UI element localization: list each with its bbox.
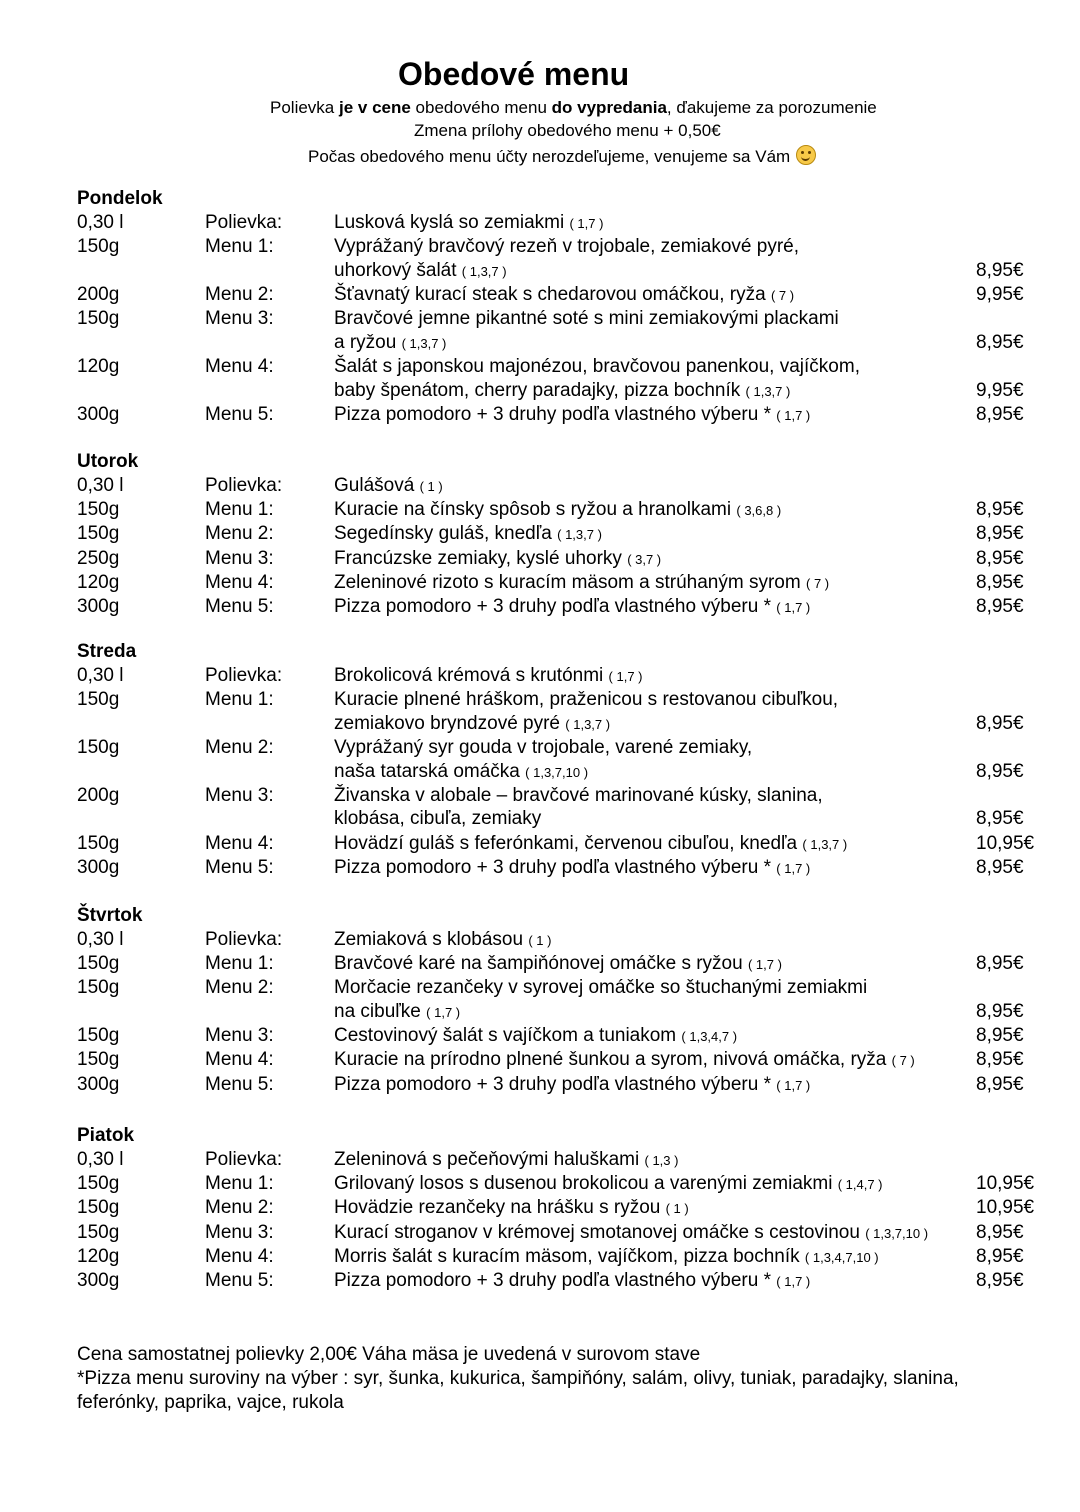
day-heading: Pondelok bbox=[77, 188, 163, 209]
dish-line bbox=[334, 307, 839, 331]
menu-row bbox=[77, 1148, 1037, 1172]
dish-text: Pizza pomodoro + 3 druhy podľa vlastného výberu * bbox=[334, 1269, 771, 1291]
dish-line bbox=[334, 928, 551, 953]
menu-label: Menu 3: bbox=[205, 1025, 274, 1047]
dish-line bbox=[334, 1196, 689, 1221]
price: 8,95€ bbox=[976, 571, 1024, 593]
dish-line bbox=[334, 259, 507, 284]
dish-text: Morris šalát s kuracím mäsom, vajíčkom, pizza bochník bbox=[334, 1245, 800, 1267]
dish-text: klobása, cibuľa, zemiaky bbox=[334, 808, 542, 830]
price: 8,95€ bbox=[976, 1000, 1024, 1022]
price: 8,95€ bbox=[976, 1269, 1024, 1291]
dish-line bbox=[334, 331, 446, 356]
menu-row bbox=[77, 856, 1037, 880]
allergens: ( 7 ) bbox=[806, 575, 830, 591]
dish-text: baby špenátom, cherry paradajky, pizza bochník bbox=[334, 379, 741, 401]
dish-line bbox=[334, 1245, 879, 1270]
portion-size: 150g bbox=[77, 977, 120, 999]
day-section-utorok bbox=[77, 450, 1037, 619]
allergens: ( 1,7 ) bbox=[776, 407, 811, 423]
soup-notice-part: , ďakujeme za porozumenie bbox=[666, 98, 877, 117]
dish-line bbox=[334, 211, 603, 236]
portion-size: 150g bbox=[77, 832, 120, 854]
menu-row bbox=[77, 928, 1037, 952]
portion-size: 150g bbox=[77, 736, 120, 758]
dish-text: na cibuľke bbox=[334, 1000, 421, 1022]
dish-line bbox=[334, 832, 847, 857]
dish-line bbox=[334, 1073, 810, 1098]
menu-row bbox=[77, 1073, 1037, 1097]
portion-size: 300g bbox=[77, 595, 120, 617]
dish-line bbox=[334, 760, 588, 785]
price: 8,95€ bbox=[976, 1073, 1024, 1095]
portion-size: 200g bbox=[77, 283, 120, 305]
price: 8,95€ bbox=[976, 403, 1024, 425]
menu-label: Menu 5: bbox=[205, 1269, 274, 1291]
dish-line bbox=[334, 235, 799, 259]
menu-row bbox=[77, 688, 1037, 736]
dish-line bbox=[334, 1024, 737, 1049]
portion-size: 300g bbox=[77, 856, 120, 878]
dish-line bbox=[334, 403, 810, 428]
dish-text: uhorkový šalát bbox=[334, 259, 457, 281]
portion-size: 300g bbox=[77, 403, 120, 425]
page-title: Obedové menu bbox=[398, 56, 630, 92]
menu-label: Menu 3: bbox=[205, 1221, 274, 1243]
dish-line bbox=[334, 784, 823, 808]
footer-pizza-ingredients-cont: feferónky, paprika, vajce, rukola bbox=[77, 1392, 344, 1413]
bill-notice bbox=[308, 145, 816, 167]
menu-row bbox=[77, 784, 1037, 832]
menu-label: Polievka: bbox=[205, 665, 283, 686]
dish-text: Šalát s japonskou majonézou, bravčovou panenkou, vajíčkom, bbox=[334, 355, 860, 377]
menu-row bbox=[77, 736, 1037, 784]
soup-notice-part: do vypredania bbox=[551, 98, 667, 117]
dish-text: Grilovaný losos s dusenou brokolicou a varenými zemiakmi bbox=[334, 1173, 833, 1195]
dish-line bbox=[334, 664, 643, 689]
day-heading: Utorok bbox=[77, 451, 139, 472]
menu-row bbox=[77, 595, 1037, 619]
dish-line bbox=[334, 807, 541, 831]
day-heading: Štvrtok bbox=[77, 905, 143, 926]
portion-size: 0,30 l bbox=[77, 929, 124, 950]
dish-text: Cestovinový šalát s vajíčkom a tuniakom bbox=[334, 1025, 677, 1047]
menu-row bbox=[77, 522, 1037, 546]
dish-line bbox=[334, 474, 443, 499]
dish-text: Kurací stroganov v krémovej smotanovej omáčke s cestovinou bbox=[334, 1221, 860, 1243]
menu-label: Menu 5: bbox=[205, 595, 274, 617]
dish-line bbox=[334, 522, 602, 547]
portion-size: 120g bbox=[77, 571, 120, 593]
price: 8,95€ bbox=[976, 1245, 1024, 1267]
dish-line bbox=[334, 1048, 915, 1073]
allergens: ( 1,7 ) bbox=[776, 1077, 811, 1093]
soup-notice bbox=[270, 98, 877, 118]
menu-row bbox=[77, 474, 1037, 498]
dish-line bbox=[334, 688, 838, 712]
dish-line bbox=[334, 498, 781, 523]
menu-label: Menu 1: bbox=[205, 953, 274, 975]
allergens: ( 1,7 ) bbox=[569, 216, 604, 231]
menu-label: Polievka: bbox=[205, 475, 283, 496]
menu-label: Polievka: bbox=[205, 929, 283, 950]
smiley-icon bbox=[796, 145, 816, 165]
price: 8,95€ bbox=[976, 1025, 1024, 1047]
portion-size: 0,30 l bbox=[77, 1149, 124, 1170]
allergens: ( 1,3 ) bbox=[644, 1153, 679, 1168]
allergens: ( 1 ) bbox=[665, 1201, 689, 1217]
menu-label: Menu 1: bbox=[205, 1173, 274, 1195]
menu-label: Menu 4: bbox=[205, 571, 274, 593]
allergens: ( 1,3,7 ) bbox=[461, 263, 507, 279]
price: 8,95€ bbox=[976, 499, 1024, 521]
portion-size: 120g bbox=[77, 1245, 120, 1267]
dish-line bbox=[334, 283, 794, 308]
allergens: ( 1,3,7 ) bbox=[401, 335, 447, 351]
day-section-piatok bbox=[77, 1124, 1037, 1293]
allergens: ( 1,3,7 ) bbox=[565, 716, 611, 732]
dish-text: Lusková kyslá so zemiakmi bbox=[334, 212, 565, 233]
portion-size: 300g bbox=[77, 1269, 120, 1291]
allergens: ( 1,7 ) bbox=[776, 599, 811, 615]
menu-label: Polievka: bbox=[205, 1149, 283, 1170]
dish-text: Gulášová bbox=[334, 475, 415, 496]
soup-notice-part: Polievka bbox=[270, 98, 339, 117]
dish-text: Kuracie na čínsky spôsob s ryžou a hranolkami bbox=[334, 499, 732, 521]
dish-line bbox=[334, 1172, 883, 1197]
portion-size: 150g bbox=[77, 1025, 120, 1047]
allergens: ( 1,7 ) bbox=[608, 669, 643, 684]
price: 8,95€ bbox=[976, 331, 1024, 353]
footer-soup-price: Cena samostatnej polievky 2,00€ Váha mäsa je uvedená v surovom stave bbox=[77, 1344, 701, 1365]
dish-text: Vyprážaný bravčový rezeň v trojobale, zemiakové pyré, bbox=[334, 236, 800, 258]
dish-text: Bravčové karé na šampiňónovej omáčke s ryžou bbox=[334, 953, 743, 975]
allergens: ( 3,6,8 ) bbox=[736, 503, 782, 519]
dish-line bbox=[334, 976, 867, 1000]
dish-text: Bravčové jemne pikantné soté s mini zemiakovými plackami bbox=[334, 308, 839, 330]
menu-label: Menu 2: bbox=[205, 1197, 274, 1219]
allergens: ( 1,7 ) bbox=[747, 957, 782, 973]
menu-row bbox=[77, 547, 1037, 571]
allergens: ( 1,7 ) bbox=[776, 860, 811, 876]
dish-text: naša tatarská omáčka bbox=[334, 760, 520, 782]
dish-text: Kuracie na prírodno plnené šunkou a syrom, nivová omáčka, ryža bbox=[334, 1049, 887, 1071]
menu-row bbox=[77, 976, 1037, 1024]
dish-line bbox=[334, 595, 810, 620]
allergens: ( 1,3,7,10 ) bbox=[865, 1225, 929, 1241]
price: 8,95€ bbox=[976, 1221, 1024, 1243]
menu-label: Menu 3: bbox=[205, 547, 274, 569]
portion-size: 150g bbox=[77, 1221, 120, 1243]
dish-text: Pizza pomodoro + 3 druhy podľa vlastného výberu * bbox=[334, 403, 771, 425]
allergens: ( 1,3,7 ) bbox=[802, 836, 848, 852]
dish-text: Segedínsky guláš, knedľa bbox=[334, 523, 552, 545]
price: 8,95€ bbox=[976, 760, 1024, 782]
price: 10,95€ bbox=[976, 832, 1035, 854]
portion-size: 120g bbox=[77, 355, 120, 377]
menu-row bbox=[77, 498, 1037, 522]
price: 8,95€ bbox=[976, 712, 1024, 734]
portion-size: 150g bbox=[77, 1173, 120, 1195]
dish-text: Šťavnatý kurací steak s chedarovou omáčkou, ryža bbox=[334, 283, 766, 305]
price: 8,95€ bbox=[976, 953, 1024, 975]
portion-size: 200g bbox=[77, 784, 120, 806]
portion-size: 150g bbox=[77, 236, 120, 258]
dish-line bbox=[334, 379, 790, 404]
dish-line bbox=[334, 1269, 810, 1294]
allergens: ( 1,3,4,7 ) bbox=[681, 1029, 738, 1045]
allergens: ( 1,3,7 ) bbox=[557, 527, 602, 543]
day-section-pondelok bbox=[77, 187, 1037, 427]
dish-text: Pizza pomodoro + 3 druhy podľa vlastného výberu * bbox=[334, 1073, 771, 1095]
dish-text: Zemiaková s klobásou bbox=[334, 929, 524, 950]
menu-label: Menu 3: bbox=[205, 784, 274, 806]
menu-row bbox=[77, 1269, 1037, 1293]
menu-row bbox=[77, 1024, 1037, 1048]
menu-row bbox=[77, 952, 1037, 976]
menu-label: Menu 4: bbox=[205, 832, 274, 854]
dish-text: Francúzske zemiaky, kyslé uhorky bbox=[334, 547, 622, 569]
dish-text: Vyprážaný syr gouda v trojobale, varené zemiaky, bbox=[334, 736, 753, 758]
menu-row bbox=[77, 235, 1037, 283]
menu-row bbox=[77, 1221, 1037, 1245]
portion-size: 0,30 l bbox=[77, 212, 124, 233]
menu-row bbox=[77, 355, 1037, 403]
footer-notes bbox=[77, 1343, 1037, 1415]
allergens: ( 1,3,7 ) bbox=[745, 383, 791, 399]
dish-text: Brokolicová krémová s krutónmi bbox=[334, 665, 604, 686]
price: 8,95€ bbox=[976, 595, 1024, 617]
portion-size: 150g bbox=[77, 499, 120, 521]
allergens: ( 7 ) bbox=[770, 287, 795, 303]
price: 8,95€ bbox=[976, 856, 1024, 878]
dish-line bbox=[334, 1000, 460, 1025]
day-section-štvrtok bbox=[77, 904, 1037, 1097]
dish-line bbox=[334, 1221, 928, 1246]
price: 10,95€ bbox=[976, 1173, 1035, 1195]
portion-size: 300g bbox=[77, 1073, 120, 1095]
allergens: ( 1,3,7,10 ) bbox=[525, 764, 589, 780]
price: 9,95€ bbox=[976, 283, 1024, 305]
allergens: ( 7 ) bbox=[891, 1053, 915, 1069]
menu-label: Menu 5: bbox=[205, 403, 274, 425]
price: 8,95€ bbox=[976, 259, 1024, 281]
dish-text: Morčacie rezančeky v syrovej omáčke so štuchanými zemiakmi bbox=[334, 977, 868, 999]
menu-label: Menu 4: bbox=[205, 1049, 274, 1071]
menu-row bbox=[77, 1172, 1037, 1196]
price: 8,95€ bbox=[976, 547, 1024, 569]
dish-text: Hovädzí guláš s feferónkami, červenou cibuľou, knedľa bbox=[334, 832, 798, 854]
menu-row bbox=[77, 283, 1037, 307]
allergens: ( 1,7 ) bbox=[776, 1273, 811, 1289]
menu-row bbox=[77, 832, 1037, 856]
portion-size: 150g bbox=[77, 308, 120, 330]
allergens: ( 3,7 ) bbox=[627, 551, 662, 567]
dish-line bbox=[334, 547, 661, 572]
allergens: ( 1 ) bbox=[528, 933, 552, 948]
portion-size: 150g bbox=[77, 523, 120, 545]
dish-line bbox=[334, 856, 810, 881]
menu-row bbox=[77, 403, 1037, 427]
menu-row bbox=[77, 211, 1037, 235]
menu-label: Menu 1: bbox=[205, 236, 274, 258]
side-change-notice: Zmena prílohy obedového menu + 0,50€ bbox=[414, 121, 721, 140]
menu-row bbox=[77, 1048, 1037, 1072]
dish-text: Kuracie plnené hráškom, praženicou s restovanou cibuľkou, bbox=[334, 689, 839, 711]
menu-label: Menu 2: bbox=[205, 977, 274, 999]
soup-notice-part: je v cene bbox=[338, 98, 411, 117]
menu-label: Menu 1: bbox=[205, 689, 274, 711]
price: 9,95€ bbox=[976, 379, 1024, 401]
menu-label: Menu 2: bbox=[205, 523, 274, 545]
dish-line bbox=[334, 736, 752, 760]
portion-size: 0,30 l bbox=[77, 475, 124, 496]
portion-size: 250g bbox=[77, 547, 120, 569]
day-heading: Piatok bbox=[77, 1125, 135, 1146]
dish-text: Pizza pomodoro + 3 druhy podľa vlastného výberu * bbox=[334, 856, 771, 878]
menu-label: Menu 3: bbox=[205, 308, 274, 330]
dish-text: Zeleninová s pečeňovými haluškami bbox=[334, 1149, 640, 1170]
bill-notice-text: Počas obedového menu účty nerozdeľujeme, venujeme sa Vám bbox=[308, 147, 791, 166]
menu-row bbox=[77, 1245, 1037, 1269]
day-heading: Streda bbox=[77, 641, 137, 662]
menu-label: Menu 5: bbox=[205, 1073, 274, 1095]
dish-line bbox=[334, 1148, 678, 1173]
price: 10,95€ bbox=[976, 1197, 1035, 1219]
menu-row bbox=[77, 664, 1037, 688]
portion-size: 0,30 l bbox=[77, 665, 124, 686]
price: 8,95€ bbox=[976, 1049, 1024, 1071]
dish-line bbox=[334, 712, 610, 737]
day-section-streda bbox=[77, 640, 1037, 880]
allergens: ( 1,4,7 ) bbox=[837, 1177, 883, 1193]
dish-text: zemiakovo bryndzové pyré bbox=[334, 712, 560, 734]
menu-row bbox=[77, 1196, 1037, 1220]
price: 8,95€ bbox=[976, 808, 1024, 830]
allergens: ( 1 ) bbox=[419, 479, 443, 494]
dish-line bbox=[334, 571, 829, 596]
dish-line bbox=[334, 952, 782, 977]
dish-text: Zeleninové rizoto s kuracím mäsom a strúhaným syrom bbox=[334, 571, 801, 593]
menu-label: Menu 2: bbox=[205, 283, 274, 305]
dish-text: Živanska v alobale – bravčové marinované kúsky, slanina, bbox=[334, 784, 823, 806]
portion-size: 150g bbox=[77, 953, 120, 975]
allergens: ( 1,3,4,7,10 ) bbox=[804, 1249, 879, 1265]
footer-pizza-ingredients: *Pizza menu suroviny na výber : syr, šunka, kukurica, šampiňóny, salám, olivy, tuniak, paradajky, slanina, bbox=[77, 1368, 959, 1389]
menu-label: Menu 4: bbox=[205, 355, 274, 377]
menu-label: Polievka: bbox=[205, 212, 283, 233]
dish-line bbox=[334, 355, 860, 379]
menu-label: Menu 1: bbox=[205, 499, 274, 521]
menu-label: Menu 4: bbox=[205, 1245, 274, 1267]
allergens: ( 1,7 ) bbox=[426, 1004, 461, 1020]
dish-text: a ryžou bbox=[334, 331, 397, 353]
portion-size: 150g bbox=[77, 1049, 120, 1071]
price: 8,95€ bbox=[976, 523, 1024, 545]
menu-label: Menu 5: bbox=[205, 856, 274, 878]
portion-size: 150g bbox=[77, 689, 120, 711]
dish-text: Pizza pomodoro + 3 druhy podľa vlastného výberu * bbox=[334, 595, 771, 617]
menu-row bbox=[77, 571, 1037, 595]
menu-row bbox=[77, 307, 1037, 355]
dish-text: Hovädzie rezančeky na hrášku s ryžou bbox=[334, 1197, 661, 1219]
soup-notice-part: obedového menu bbox=[410, 98, 552, 117]
portion-size: 150g bbox=[77, 1197, 120, 1219]
menu-label: Menu 2: bbox=[205, 736, 274, 758]
